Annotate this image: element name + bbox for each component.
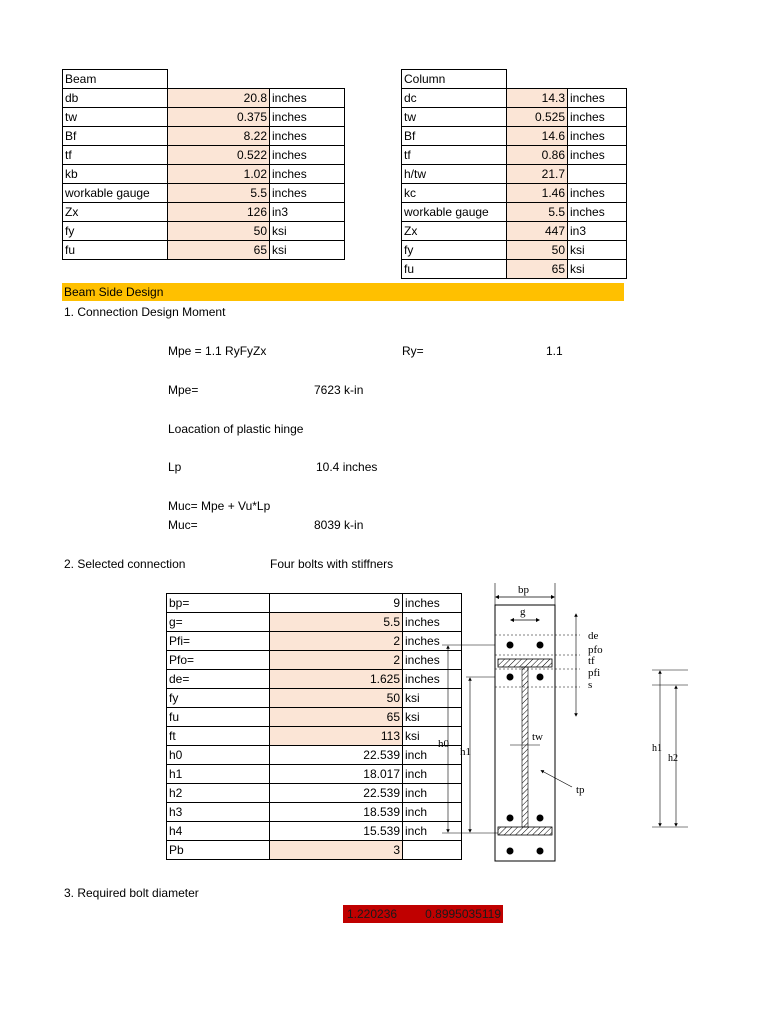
tp-leader	[542, 771, 572, 787]
label-cell[interactable]: de=	[167, 670, 270, 689]
label-cell[interactable]: Bf	[402, 127, 507, 146]
value-cell[interactable]: 0.375	[168, 108, 270, 127]
label-cell[interactable]: fy	[63, 222, 168, 241]
bolt-icon	[507, 848, 514, 855]
label-cell[interactable]: workable gauge	[402, 203, 507, 222]
value-cell[interactable]: 21.7	[507, 165, 568, 184]
beam-side-design-banner[interactable]: Beam Side Design	[62, 283, 624, 301]
unit-cell[interactable]: ksi	[568, 241, 627, 260]
unit-cell[interactable]: inches	[568, 184, 627, 203]
table-row	[167, 670, 462, 689]
label-cell[interactable]: Pfi=	[167, 632, 270, 651]
value-cell[interactable]: 15.539	[270, 822, 403, 841]
bolt-icon	[537, 848, 544, 855]
table-row	[167, 841, 462, 860]
unit-cell[interactable]: ksi	[403, 708, 462, 727]
bolt-diameter-value-1: 1.220236	[347, 907, 398, 921]
mpe-value[interactable]: 7623 k-in	[314, 383, 364, 397]
value-cell[interactable]: 3	[270, 841, 403, 860]
table-row	[63, 127, 345, 146]
ry-value[interactable]: 1.1	[546, 344, 563, 358]
unit-cell[interactable]: inch	[403, 822, 462, 841]
table-row	[63, 184, 345, 203]
table-row	[402, 260, 627, 279]
unit-cell[interactable]: inches	[403, 632, 462, 651]
tf-label: tf	[588, 655, 595, 667]
beam-properties-table	[62, 69, 345, 260]
label-cell[interactable]: Zx	[402, 222, 507, 241]
bolt-icon	[537, 674, 544, 681]
unit-cell[interactable]: inches	[270, 184, 345, 203]
value-cell[interactable]: 8.22	[168, 127, 270, 146]
table-row	[63, 203, 345, 222]
unit-cell[interactable]: in3	[270, 203, 345, 222]
beam-header-cell[interactable]: Beam	[63, 70, 168, 89]
table-row	[63, 108, 345, 127]
value-cell[interactable]: 50	[168, 222, 270, 241]
bolt-diameter-result[interactable]	[343, 905, 503, 923]
table-row	[63, 165, 345, 184]
bolt-icon	[507, 642, 514, 649]
unit-cell[interactable]: in3	[568, 222, 627, 241]
table-row	[63, 89, 345, 108]
pfo-label: pfo	[588, 644, 603, 656]
bp-label: bp	[518, 584, 529, 596]
unit-cell[interactable]: inch	[403, 746, 462, 765]
table-row	[402, 146, 627, 165]
table-row	[167, 689, 462, 708]
label-cell[interactable]: tw	[402, 108, 507, 127]
label-cell[interactable]: workable gauge	[63, 184, 168, 203]
label-cell[interactable]: fy	[402, 241, 507, 260]
top-flange	[498, 659, 552, 667]
label-cell[interactable]: dc	[402, 89, 507, 108]
label-cell[interactable]: Zx	[63, 203, 168, 222]
unit-cell[interactable]: inches	[270, 165, 345, 184]
unit-cell[interactable]: inch	[403, 803, 462, 822]
unit-cell[interactable]: ksi	[403, 689, 462, 708]
unit-cell[interactable]: inches	[270, 108, 345, 127]
label-cell[interactable]: Pfo=	[167, 651, 270, 670]
unit-cell[interactable]	[568, 165, 627, 184]
table-row	[402, 222, 627, 241]
column-header-row	[402, 70, 627, 89]
beam-header-row	[63, 70, 345, 89]
de-label: de	[588, 630, 599, 642]
table-row	[167, 822, 462, 841]
mpe-label[interactable]: Mpe=	[168, 383, 199, 397]
label-cell[interactable]: fu	[167, 708, 270, 727]
muc-value[interactable]: 8039 k-in	[314, 518, 364, 532]
label-cell[interactable]: fu	[63, 241, 168, 260]
table-row	[63, 241, 345, 260]
label-cell[interactable]: h2	[167, 784, 270, 803]
table-row	[167, 727, 462, 746]
label-cell[interactable]: kb	[63, 165, 168, 184]
column-header-cell[interactable]: Column	[402, 70, 507, 89]
plastic-hinge-label[interactable]: Loacation of plastic hinge	[168, 422, 304, 436]
value-cell[interactable]: 5.5	[168, 184, 270, 203]
g-label: g	[520, 606, 526, 618]
value-cell[interactable]: 14.3	[507, 89, 568, 108]
unit-cell[interactable]: inches	[403, 651, 462, 670]
table-row	[63, 222, 345, 241]
value-cell[interactable]: 14.6	[507, 127, 568, 146]
table-row	[167, 746, 462, 765]
value-cell[interactable]: 9	[270, 594, 403, 613]
table-row	[402, 89, 627, 108]
empty-cell	[168, 70, 270, 89]
unit-cell[interactable]: ksi	[270, 222, 345, 241]
value-cell[interactable]: 0.522	[168, 146, 270, 165]
unit-cell[interactable]: inches	[568, 127, 627, 146]
bolt-diameter-value-2: 0.8995035119	[425, 907, 501, 921]
h0-label: h0	[438, 738, 449, 750]
label-cell[interactable]: bp=	[167, 594, 270, 613]
bolt-icon	[537, 642, 544, 649]
value-cell[interactable]: 22.539	[270, 784, 403, 803]
lp-value[interactable]: 10.4 inches	[316, 460, 378, 474]
value-cell[interactable]: 5.5	[270, 613, 403, 632]
ry-label[interactable]: Ry=	[402, 344, 424, 358]
empty-cell	[270, 70, 345, 89]
value-cell[interactable]: 65	[168, 241, 270, 260]
h1-label: h1	[460, 746, 471, 758]
table-row	[167, 784, 462, 803]
value-cell[interactable]: 65	[507, 260, 568, 279]
unit-cell[interactable]: inches	[270, 146, 345, 165]
value-cell[interactable]: 113	[270, 727, 403, 746]
bolt-icon	[507, 815, 514, 822]
label-cell[interactable]: fu	[402, 260, 507, 279]
connection-parameters-table	[166, 593, 462, 860]
table-row	[63, 146, 345, 165]
table-row	[402, 184, 627, 203]
value-cell[interactable]: 18.017	[270, 765, 403, 784]
label-cell[interactable]: h/tw	[402, 165, 507, 184]
right-h2-label: h2	[668, 753, 678, 764]
section3-heading[interactable]: 3. Required bolt diameter	[64, 886, 199, 900]
value-cell[interactable]: 5.5	[507, 203, 568, 222]
value-cell[interactable]: 0.86	[507, 146, 568, 165]
bolt-icon	[507, 674, 514, 681]
label-cell[interactable]: Bf	[63, 127, 168, 146]
label-cell[interactable]: db	[63, 89, 168, 108]
value-cell[interactable]: 2	[270, 632, 403, 651]
value-cell[interactable]: 1.46	[507, 184, 568, 203]
table-row	[402, 108, 627, 127]
label-cell[interactable]: Pb	[167, 841, 270, 860]
empty-cell	[568, 70, 627, 89]
value-cell[interactable]: 1.02	[168, 165, 270, 184]
table-row	[167, 651, 462, 670]
unit-cell[interactable]: inches	[270, 89, 345, 108]
unit-cell[interactable]: inches	[403, 670, 462, 689]
empty-cell	[507, 70, 568, 89]
table-row	[167, 708, 462, 727]
unit-cell[interactable]: inches	[568, 203, 627, 222]
table-row	[402, 203, 627, 222]
value-cell[interactable]: 50	[507, 241, 568, 260]
table-row	[167, 613, 462, 632]
right-h1-label: h1	[652, 743, 662, 754]
table-row	[167, 594, 462, 613]
connection-type[interactable]: Four bolts with stiffners	[270, 557, 394, 571]
label-cell[interactable]: tf	[402, 146, 507, 165]
value-cell[interactable]: 0.525	[507, 108, 568, 127]
muc-formula[interactable]: Muc= Mpe + Vu*Lp	[168, 499, 271, 513]
label-cell[interactable]: ft	[167, 727, 270, 746]
value-cell[interactable]: 18.539	[270, 803, 403, 822]
unit-cell[interactable]: ksi	[270, 241, 345, 260]
table-row	[402, 241, 627, 260]
unit-cell[interactable]: inches	[403, 613, 462, 632]
unit-cell[interactable]: inches	[568, 89, 627, 108]
value-cell[interactable]: 50	[270, 689, 403, 708]
unit-cell[interactable]: ksi	[568, 260, 627, 279]
label-cell[interactable]: h4	[167, 822, 270, 841]
table-row	[402, 165, 627, 184]
table-row	[167, 803, 462, 822]
unit-cell[interactable]: inches	[270, 127, 345, 146]
unit-cell[interactable]: inches	[568, 108, 627, 127]
section1-heading[interactable]: 1. Connection Design Moment	[64, 305, 226, 319]
label-cell[interactable]: g=	[167, 613, 270, 632]
value-cell[interactable]: 65	[270, 708, 403, 727]
label-cell[interactable]: tw	[63, 108, 168, 127]
value-cell[interactable]: 1.625	[270, 670, 403, 689]
label-cell[interactable]: h1	[167, 765, 270, 784]
s-label: s	[588, 679, 593, 691]
bolt-icon	[537, 815, 544, 822]
unit-cell[interactable]: inch	[403, 765, 462, 784]
label-cell[interactable]: fy	[167, 689, 270, 708]
pfi-label: pfi	[588, 667, 601, 679]
value-cell[interactable]: 20.8	[168, 89, 270, 108]
value-cell[interactable]: 126	[168, 203, 270, 222]
value-cell[interactable]: 447	[507, 222, 568, 241]
bottom-flange	[498, 827, 552, 835]
unit-cell[interactable]: inch	[403, 784, 462, 803]
section2-heading[interactable]: 2. Selected connection	[64, 557, 186, 571]
muc-label[interactable]: Muc=	[168, 518, 198, 532]
table-row	[167, 632, 462, 651]
column-properties-table	[401, 69, 627, 279]
label-cell[interactable]: kc	[402, 184, 507, 203]
table-row	[167, 765, 462, 784]
value-cell[interactable]: 2	[270, 651, 403, 670]
lp-label[interactable]: Lp	[168, 460, 182, 474]
label-cell[interactable]: tf	[63, 146, 168, 165]
tp-label: tp	[576, 784, 585, 796]
tw-label: tw	[532, 731, 543, 743]
mpe-formula[interactable]: Mpe = 1.1 RyFyZx	[168, 344, 267, 358]
table-row	[402, 127, 627, 146]
beam-web	[522, 667, 528, 827]
label-cell[interactable]: h0	[167, 746, 270, 765]
unit-cell[interactable]: inches	[568, 146, 627, 165]
end-plate-diagram	[430, 575, 690, 870]
label-cell[interactable]: h3	[167, 803, 270, 822]
unit-cell[interactable]: inches	[403, 594, 462, 613]
value-cell[interactable]: 22.539	[270, 746, 403, 765]
unit-cell[interactable]: ksi	[403, 727, 462, 746]
